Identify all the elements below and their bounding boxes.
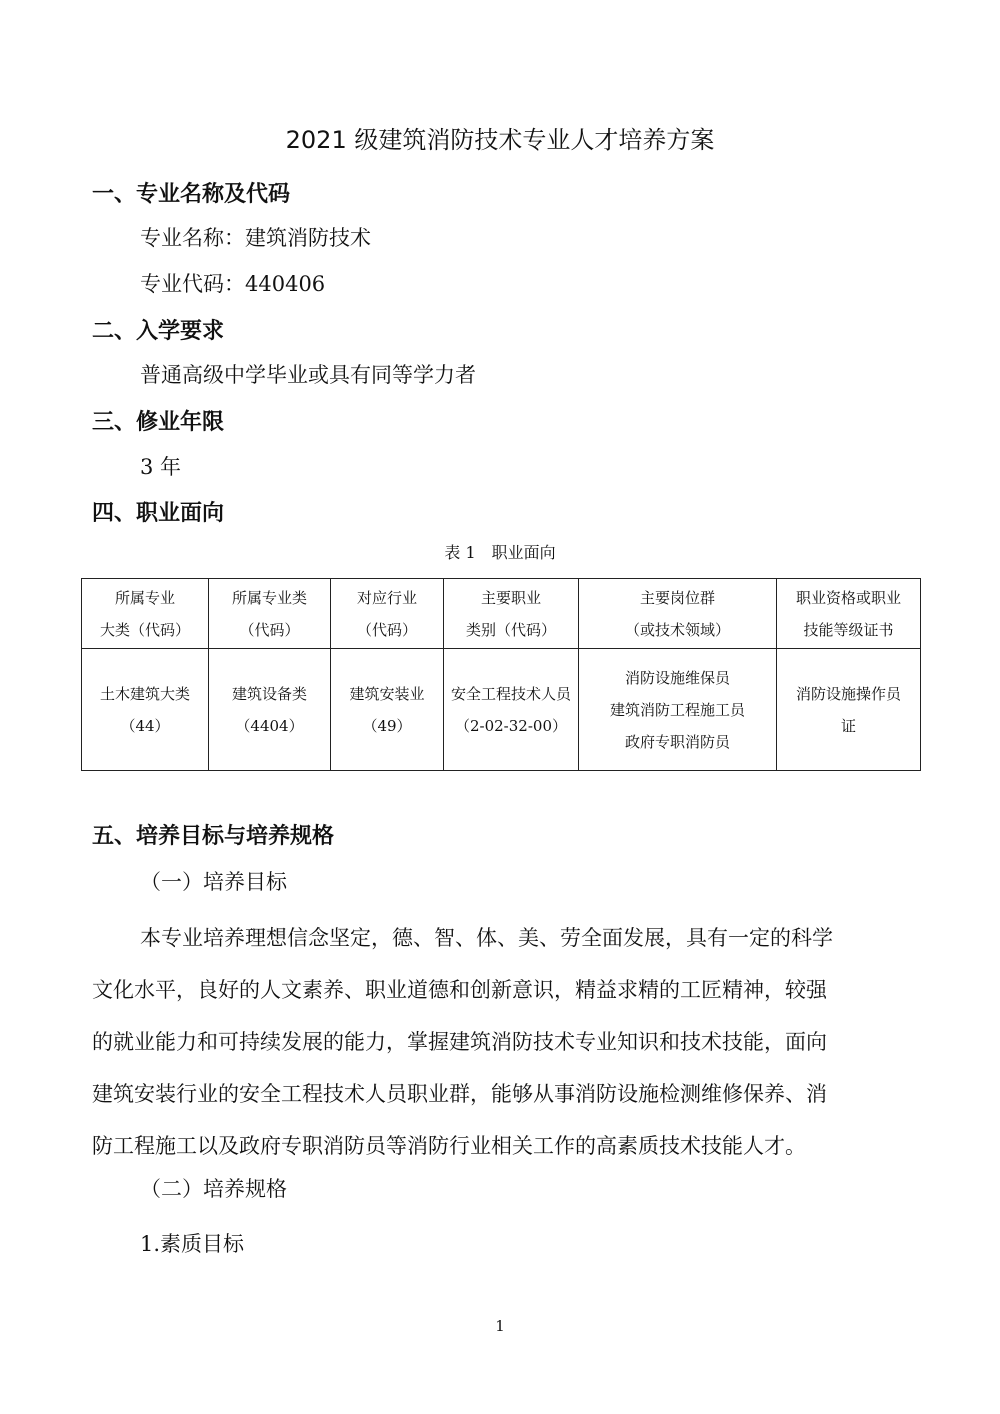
document-title: 2021 级建筑消防技术专业人才培养方案	[285, 126, 715, 154]
section-heading-major: 一、专业名称及代码	[92, 182, 291, 207]
header-cell-certificate: 职业资格或职业 技能等级证书	[777, 579, 921, 649]
cell-positions: 消防设施维保员 建筑消防工程施工员 政府专职消防员	[579, 649, 777, 771]
header-cell-positions: 主要岗位群 （或技术领域）	[579, 579, 777, 649]
section-heading-duration: 三、修业年限	[92, 410, 225, 435]
page-number: 1	[495, 1317, 505, 1335]
table-row	[82, 649, 921, 771]
admission-requirement-text: 普通高级中学毕业或具有同等学力者	[140, 363, 476, 387]
major-code-text: 专业代码：440406	[140, 272, 326, 296]
paragraph-line: 防工程施工以及政府专职消防员等消防行业相关工作的高素质技术技能人才。	[92, 1134, 806, 1158]
training-goal-paragraph	[92, 912, 912, 1172]
career-orientation-table	[81, 578, 921, 771]
paragraph-line: 建筑安装行业的安全工程技术人员职业群，能够从事消防设施检测维修保养、消	[92, 1082, 827, 1106]
cell-occupation: 安全工程技术人员 （2-02-32-00）	[444, 649, 579, 771]
subheading-training-spec: （二）培养规格	[140, 1177, 287, 1201]
cell-industry: 建筑安装业 （49）	[331, 649, 444, 771]
study-duration-text: 3 年	[140, 455, 182, 479]
paragraph-line: 文化水平，良好的人文素养、职业道德和创新意识，精益求精的工匠精神，较强	[92, 978, 827, 1002]
major-name-text: 专业名称：建筑消防技术	[140, 226, 371, 250]
quality-goal-item: 1.素质目标	[140, 1232, 245, 1256]
paragraph-line: 本专业培养理想信念坚定，德、智、体、美、劳全面发展，具有一定的科学	[140, 926, 833, 950]
cell-subcategory: 建筑设备类 （4404）	[209, 649, 331, 771]
table-caption: 表 1 职业面向	[444, 543, 556, 562]
table-header-row	[82, 579, 921, 649]
section-heading-career: 四、职业面向	[92, 501, 225, 526]
subheading-training-goal: （一）培养目标	[140, 870, 287, 894]
header-cell-industry: 对应行业 （代码）	[331, 579, 444, 649]
header-cell-category: 所属专业 大类（代码）	[82, 579, 209, 649]
cell-certificate: 消防设施操作员 证	[777, 649, 921, 771]
cell-category: 土木建筑大类 （44）	[82, 649, 209, 771]
section-heading-training: 五、培养目标与培养规格	[92, 824, 335, 849]
paragraph-line: 的就业能力和可持续发展的能力，掌握建筑消防技术专业知识和技术技能，面向	[92, 1030, 827, 1054]
section-heading-admission: 二、入学要求	[92, 319, 225, 344]
header-cell-occupation: 主要职业 类别（代码）	[444, 579, 579, 649]
header-cell-subcategory: 所属专业类 （代码）	[209, 579, 331, 649]
